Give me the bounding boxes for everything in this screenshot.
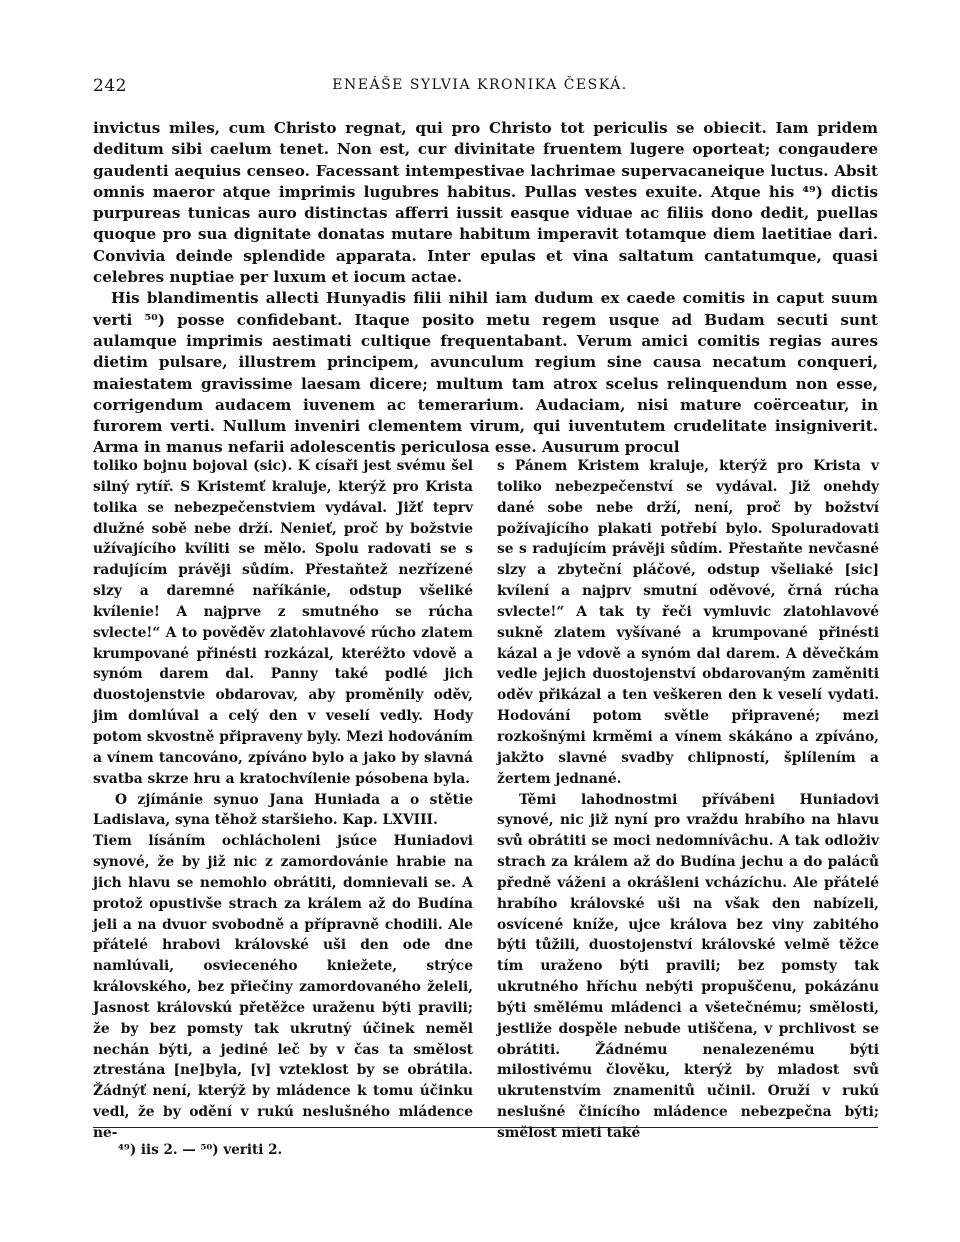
left-column bbox=[93, 456, 473, 1144]
right-paragraph: Těmi lahodnostmi přívábeni Huniadovi synové, nic již nyní pro vraždu hrabího na hlavu svů obrátiti se moci nedomnívâchu. A tak odloživ strach za králem až do Budína jechu a do paláců předně váženi a okrášleni vcházíchu. Ale přátelé hrabího královské uši na však den nabízeli, osvícené kníže, ujce králova bez viny zabitého býti tůžili, duostojenství královské velmě těžce tím uraženo býti pravili; bez pomsty tak ukrutného hříchu nebýti propuščenu, pokázánu býti smělému mládenci a všetečnému; smělosti, jestliže dospěle nebude utiščena, v prchlivost se obrátiti. Žádnému nenalezenému býti milostivému člověku, kterýž by mladost svů ukrutenstvím znamenitů učinil. Oruží v rukú neslušné činícího mládence nebezpečna býti; smělost mieti také bbox=[497, 791, 879, 1141]
footnotes: ⁴⁹) iis 2. — ⁵⁰) veriti 2. bbox=[118, 1142, 283, 1158]
latin-paragraph: invictus miles, cum Christo regnat, qui pro Christo tot periculis se obiecit. Iam pridem deditum sibi caelum tenet. Non est, cur divinitate fruentem lugere oporteat; congaudere gaudenti aequius censeo. Facessant intempestivae lachrimae supervacaneique luctus. Absit omnis maeror atque imprimis lugubres habitus. Pullas vestes exuite. Atque his ⁴⁹) dictis purpureas tunicas auro distinctas afferri iussit easque viduae ac filiis dono dedit, puellas quoque pro sua dignitate donatas mutare habitum imperavit totamque diem laetitiae dari. Convivia deinde splendide apparata. Inter epulas et vina saltatum cantatumque, quasi celebres nuptiae per luxum et iocum actae. bbox=[93, 119, 878, 287]
footnote-rule bbox=[93, 1127, 878, 1128]
left-paragraph: Tiem lísáním ochlácholeni jsúce Huniadovi synové, že by již nic z zamordovánie hrabie na jich hlavu se nemohlo obrátiti, domnievali se. A protož opustivše strach za králem až do Budína jeli a na dvuor svobodně a přípravně chodili. Ale přátelé hrabovi královské uši den ode dne namlúvali, osvieceného kniežete, strýce královského, bez přiečiny zamordovaného želeli, Jasnost královskú přetěžce uraženu býti pravili; že by bez pomsty tak ukrutný účinek neměl nechán býti, a jediné leč by v čas ta smělost ztrestána [ne]byla, [v] vzteklost by se obrátila. Žádnýť není, kterýž by mládence k tomu účinku vedl, že by odění v rukú neslušného mládence ne- bbox=[93, 833, 473, 1141]
running-title: ENEÁŠE SYLVIA KRONIKA ČESKÁ. bbox=[332, 77, 628, 93]
page-number: 242 bbox=[93, 76, 127, 96]
latin-text-block bbox=[93, 118, 878, 459]
right-paragraph: s Pánem Kristem kraluje, kterýž pro Krista v toliko nebezpečenství se vydával. Již onehdy dané sobe nebe drží, není, proč by božství požívajícího plakati potřebí bylo. Spoluradovati se s radujícím právěji sůdím. Přestaňte nevčasné slzy a zbyteční pláčové, odstup všeliaké [sic] kvílení a najprv smutní oděvové, črná rúcha svlecte!“ A tak ty řeči vymluvic zlatohlavové sukně zlatem vyšívané a krumpované přinésti kázal a je vdově a synóm dal darem. A děvečkám vedle jejich duostojenství obdarovaným zaměniti oděv přikázal a ten veškeren den k veselí vydati. Hodování potom světle připravené; mezi rozkošnými krměmi a vínem skákáno a zpíváno, jakžto slavné svadby chlipností, šplílením a žertem jednané. bbox=[497, 458, 879, 787]
latin-paragraph: His blandimentis allecti Hunyadis filii nihil iam dudum ex caede comitis in caput suum verti ⁵⁰) posse confidebant. Itaque posito metu regem usque ad Budam secuti sunt aulamque imprimis aestimati cultique frequentabant. Verum amici comitis regias aures dietim pulsare, illustrem principem, avunculum regium sine causa necatum conqueri, maiestatem gravissime laesam dicere; multum tam atrox scelus relinquendum non esse, corrigendum audacem iuvenem ac temerarium. Audaciam, nisi mature coërceatur, in furorem verti. Nullum inveniri clementem virum, qui iuventutem crudelitate insigniverit. Arma in manus nefarii adolescentis periculosa esse. Ausurum procul bbox=[93, 289, 878, 457]
left-paragraph: toliko bojnu bojoval (sic). K císaři jest svému šel silný rytíř. S Kristemť kraluje, kterýž pro Krista tolika se nebezpečenstviem vydával. Jižť teprv dlužné sobě nebe drží. Nenieť, proč by božstvie užívajícího kvíliti se mělo. Spolu radovati se s radujícím právěji sůdím. Přestaňtež nezřízené slzy a daremné naříkánie, odstup všeliké kvílenie! A najprve z smutného se rúcha svlecte!“ A to pověděv zlatohlavové rúcho zlatem krumpované přinésti rozkázal, kteréžto vdově a synóm darem dal. Panny také podlé jich duostojenstvie obdarovav, aby proměnily oděv, jim domlúval a celý den v veselí vedly. Hody potom skvostně připraveny byly. Mezi hodováním a vínem tancováno, zpíváno bylo a jako by slavná svatba skrze hru a kratochvílenie pósobena byla. bbox=[93, 458, 473, 787]
chapter-heading: O zjímánie synuo Jana Huniada a o stětie Ladislava, syna těhož staršieho. Kap. LXVIII. bbox=[93, 791, 473, 829]
right-column bbox=[497, 456, 879, 1144]
